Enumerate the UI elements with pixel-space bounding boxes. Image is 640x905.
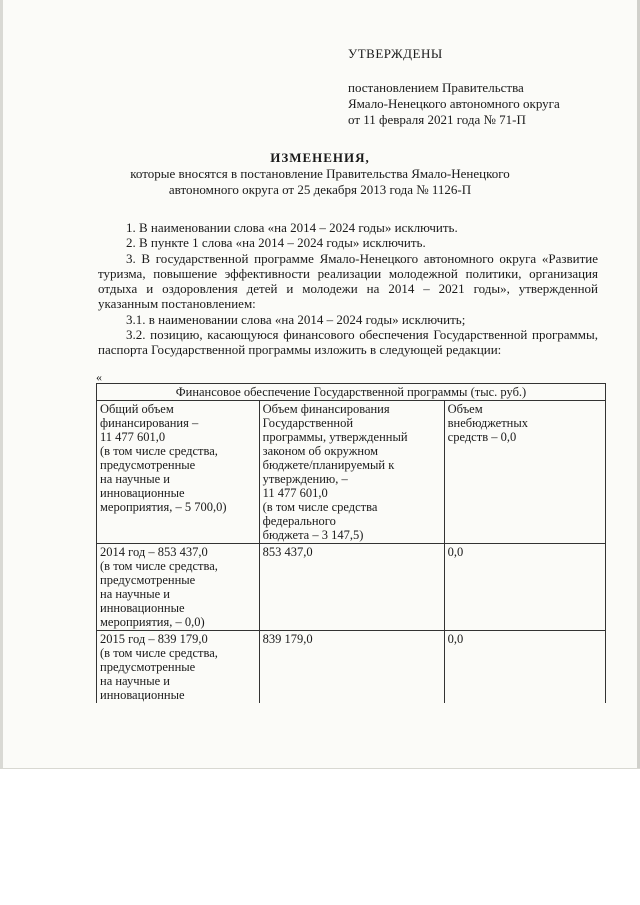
cell-line: 2014 год – 853 437,0	[100, 545, 208, 559]
cell-line: инновационные	[100, 601, 185, 615]
approval-title: УТВЕРЖДЕНЫ	[348, 46, 443, 61]
table-cell	[97, 544, 260, 631]
cell-line: финансирования –	[100, 416, 199, 430]
table-row	[97, 401, 606, 544]
table-cell	[259, 401, 444, 544]
cell-line: (в том числе средства,	[100, 646, 218, 660]
approval-block	[348, 80, 560, 128]
heading-title: ИЗМЕНЕНИЯ,	[270, 150, 370, 165]
table-row	[97, 631, 606, 704]
cell-line: предусмотренные	[100, 458, 196, 472]
cell-line: предусмотренные	[100, 573, 196, 587]
cell-line: средств – 0,0	[447, 430, 517, 444]
cell-line: Государственной	[262, 416, 354, 430]
cell-line: 0,0	[447, 632, 464, 646]
paragraph: 3. В государственной программе Ямало-Ненецкого автономного округа «Развитие туризма, повышение эффективности реализации молодежной политики, организация отдыха и оздоровления детей и молодежи на 2014 – 2021 годы», утвержденной указанным постановлением:	[98, 250, 598, 312]
cell-line: бюджета – 3 147,5)	[262, 528, 364, 542]
cell-line: (в том числе средства,	[100, 559, 218, 573]
cell-line: мероприятия, – 5 700,0)	[100, 500, 227, 514]
cell-line: утверждению, –	[262, 472, 348, 486]
opening-quote: «	[96, 370, 102, 384]
table-cell	[97, 631, 260, 704]
cell-line: Объем финансирования	[262, 402, 390, 416]
document-heading	[60, 150, 580, 198]
cell-line: предусмотренные	[100, 660, 196, 674]
cell-line: программы, утвержденный	[262, 430, 408, 444]
table-row	[97, 544, 606, 631]
paragraph: 2. В пункте 1 слова «на 2014 – 2024 годы» исключить.	[126, 235, 426, 251]
paragraph: 1. В наименовании слова «на 2014 – 2024 годы» исключить.	[126, 220, 458, 235]
cell-line: 11 477 601,0	[262, 486, 328, 500]
cell-line: (в том числе средства,	[100, 444, 218, 458]
financing-table	[96, 383, 606, 703]
cell-line: инновационные	[100, 486, 185, 500]
table-cell	[97, 401, 260, 544]
table-header: Финансовое обеспечение Государственной программы (тыс. руб.)	[97, 384, 606, 401]
cell-line: Общий объем	[100, 402, 174, 416]
cell-line: бюджете/планируемый к	[262, 458, 395, 472]
approval-line: от 11 февраля 2021 года № 71-П	[348, 112, 526, 127]
heading-line: автономного округа от 25 декабря 2013 года № 1126-П	[168, 182, 472, 197]
table-cell	[444, 544, 605, 631]
table-cell	[444, 631, 605, 704]
document-body	[98, 220, 598, 358]
paragraph: 3.2. позицию, касающуюся финансового обеспечения Государственной программы, паспорта Государственной программы изложить в следующей редакции:	[98, 327, 598, 358]
cell-line: на научные и	[100, 472, 170, 486]
cell-line: 0,0	[447, 545, 464, 559]
cell-line: 2015 год – 839 179,0	[100, 632, 208, 646]
cell-line: 853 437,0	[262, 545, 313, 559]
cell-line: на научные и	[100, 587, 170, 601]
approval-line: постановлением Правительства	[348, 80, 524, 95]
table-cell	[259, 631, 444, 704]
approval-line: Ямало-Ненецкого автономного округа	[348, 96, 560, 111]
cell-line: законом об окружном	[262, 444, 379, 458]
cell-line: федерального	[262, 514, 336, 528]
cell-line: (в том числе средства	[262, 500, 378, 514]
cell-line: инновационные	[100, 688, 185, 702]
heading-line: которые вносятся в постановление Правительства Ямало-Ненецкого	[130, 166, 510, 181]
cell-line: 839 179,0	[262, 632, 313, 646]
cell-line: 11 477 601,0	[100, 430, 166, 444]
cell-line: мероприятия, – 0,0)	[100, 615, 205, 629]
table-cell	[259, 544, 444, 631]
cell-line: на научные и	[100, 674, 170, 688]
cell-line: внебюджетных	[447, 416, 529, 430]
cell-line: Объем	[447, 402, 483, 416]
table-cell	[444, 401, 605, 544]
paragraph: 3.1. в наименовании слова «на 2014 – 2024 годы» исключить;	[126, 311, 466, 327]
